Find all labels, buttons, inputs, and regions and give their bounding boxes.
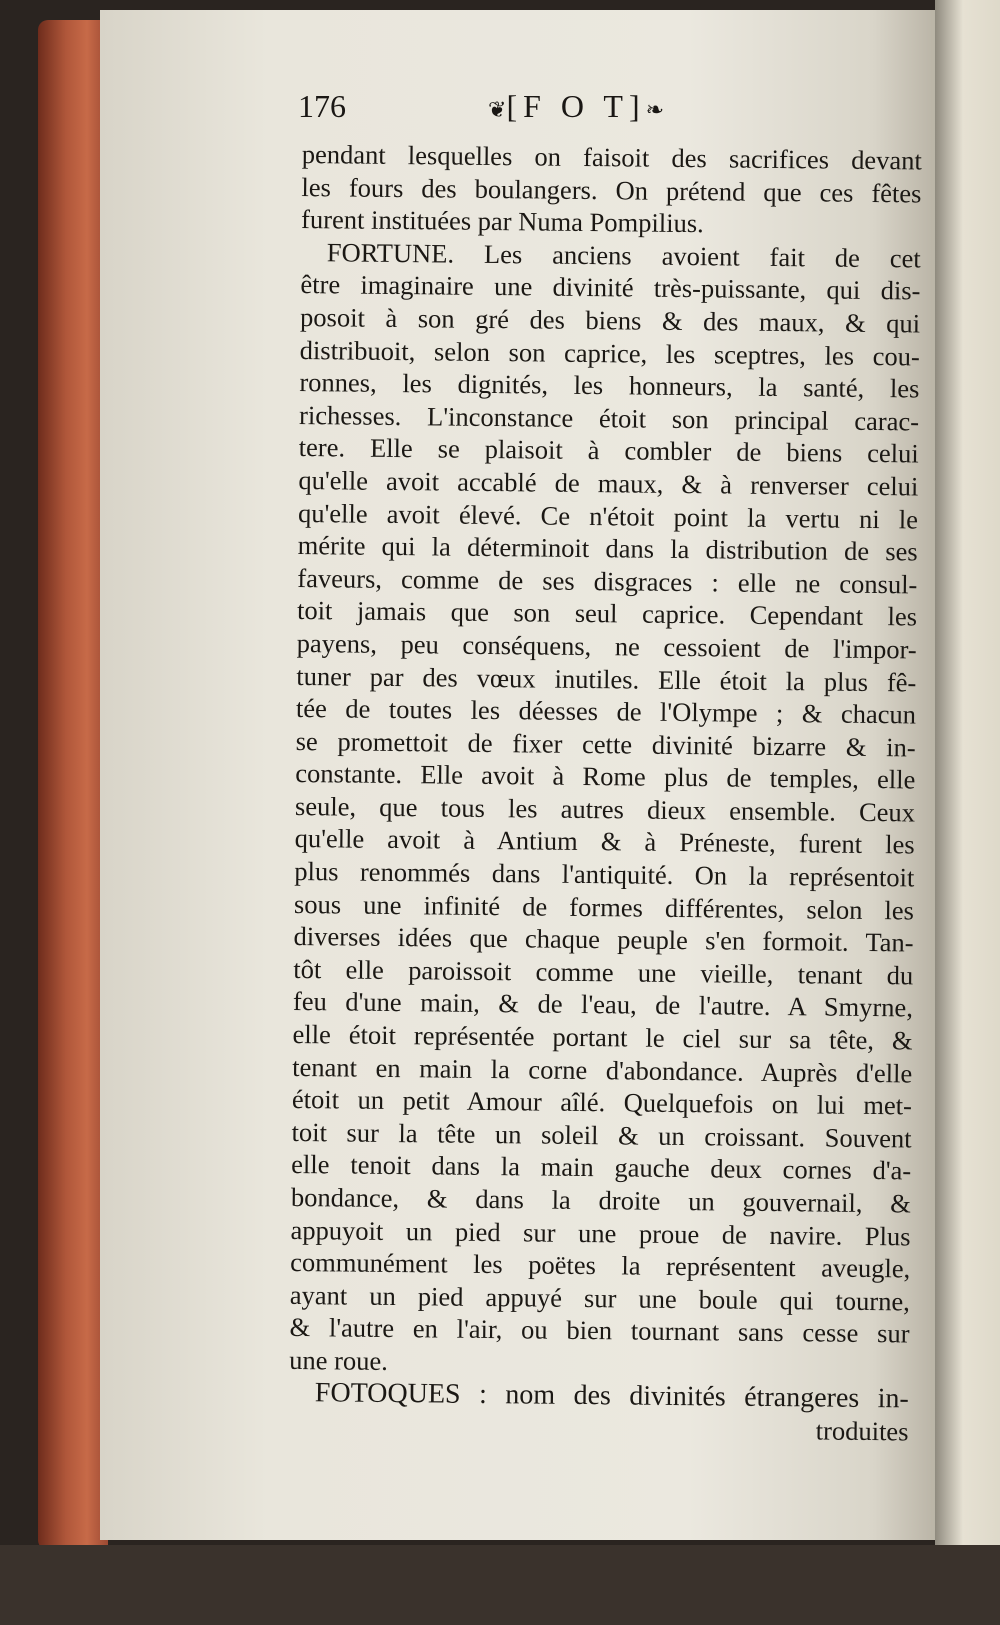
text-line: payens, peu conséquens, ne cessoient de l'impor-	[296, 627, 917, 665]
text-line: tée de toutes les déesses de l'Olympe ; & chacun	[295, 693, 917, 730]
text-line: ayant un pied appuyé sur une boule qui tourne,	[289, 1279, 911, 1317]
text-line: plus renommés dans l'antiquité. On la représentoit	[294, 856, 915, 893]
ornament-left-icon: ❦	[488, 97, 507, 122]
running-head-text: [F O T]	[506, 88, 646, 124]
text-line: toit jamais que son seul caprice. Cependant les	[296, 595, 918, 632]
text-line: constante. Elle avoit à Rome plus de temples, elle	[295, 758, 916, 795]
text-line: qu'elle avoit accablé de maux, & à renverser celui	[298, 464, 919, 502]
text-line: communément les poëtes la représentent aveugle,	[290, 1247, 911, 1284]
running-head	[488, 88, 664, 125]
text-line: distribuoit, selon son caprice, les sceptres, les cou-	[299, 334, 920, 372]
entry-fotoques: FOTOQUES : nom des divinités étrangeres in-	[314, 1376, 909, 1414]
text-line: tenant en main la corne d'abondance. Auprès d'elle	[292, 1051, 913, 1089]
text-line: seule, que tous les autres dieux ensemble. Ceux	[294, 790, 916, 828]
text-line: posoit à son gré des biens & des maux, & qui	[299, 301, 921, 339]
text-line: feu d'une main, & de l'eau, de l'autre. A Smyrne,	[292, 986, 914, 1023]
text-line: qu'elle avoit à Antium & à Préneste, furent les	[294, 823, 915, 860]
text-line: ronnes, les dignités, les honneurs, la santé, les	[299, 367, 920, 404]
text-line: être imaginaire une divinité très-puissante, qui dis-	[300, 269, 921, 306]
text-line: qu'elle avoit élevé. Ce n'étoit point la vertu ni le	[297, 497, 919, 535]
text-line: faveurs, comme de ses disgraces : elle ne consul-	[297, 562, 918, 600]
text-line: bondance, & dans la droite un gouvernail, &	[290, 1181, 912, 1219]
text-line: tuner par des vœux inutiles. Elle étoit la plus fê-	[296, 660, 917, 697]
page-edge	[38, 20, 108, 1550]
text-line: tere. Elle se plaisoit à combler de biens celui	[298, 432, 919, 469]
text-line: & l'autre en l'air, ou bien tournant sans cesse sur	[289, 1312, 910, 1349]
text-line: une roue.	[289, 1344, 388, 1376]
text-line: les fours des boulangers. On prétend que ces fêtes	[301, 171, 922, 209]
text-line: diverses idées que chaque peuple s'en formoit. Tan-	[293, 921, 914, 958]
catchword: troduites	[815, 1415, 909, 1447]
text-line: tôt elle paroissoit comme une vieille, tenant du	[293, 953, 914, 991]
text-line: furent instituées par Numa Pompilius.	[300, 204, 704, 239]
page-number: 176	[298, 88, 346, 124]
ornament-right-icon: ❧	[645, 97, 665, 122]
text-line: toit sur la tête un soleil & un croissant. Souvent	[291, 1116, 912, 1154]
entry-fortune: FORTUNE. Les anciens avoient fait de cet	[326, 237, 921, 274]
body-text	[288, 138, 922, 1448]
background	[0, 1545, 1000, 1625]
text-line: se promettoit de fixer cette divinité bizarre & in-	[295, 725, 916, 763]
text-line: sous une infinité de formes différentes, selon les	[293, 888, 915, 926]
text-line: elle tenoit dans la main gauche deux cornes d'a-	[291, 1149, 912, 1186]
text-line: richesses. L'inconstance étoit son principal carac-	[298, 399, 920, 437]
text-line: appuyoit un pied sur une proue de navire. Plus	[290, 1214, 911, 1252]
facing-page-edge	[935, 0, 1000, 1625]
text-line: pendant lesquelles on faisoit des sacrifices devant	[301, 138, 922, 176]
text-line: elle étoit représentée portant le ciel sur sa tête, &	[292, 1018, 913, 1056]
text-line: mérite qui la déterminoit dans la distribution de ses	[297, 530, 918, 567]
text-line: étoit un petit Amour aîlé. Quelquefois on lui met-	[291, 1084, 913, 1121]
